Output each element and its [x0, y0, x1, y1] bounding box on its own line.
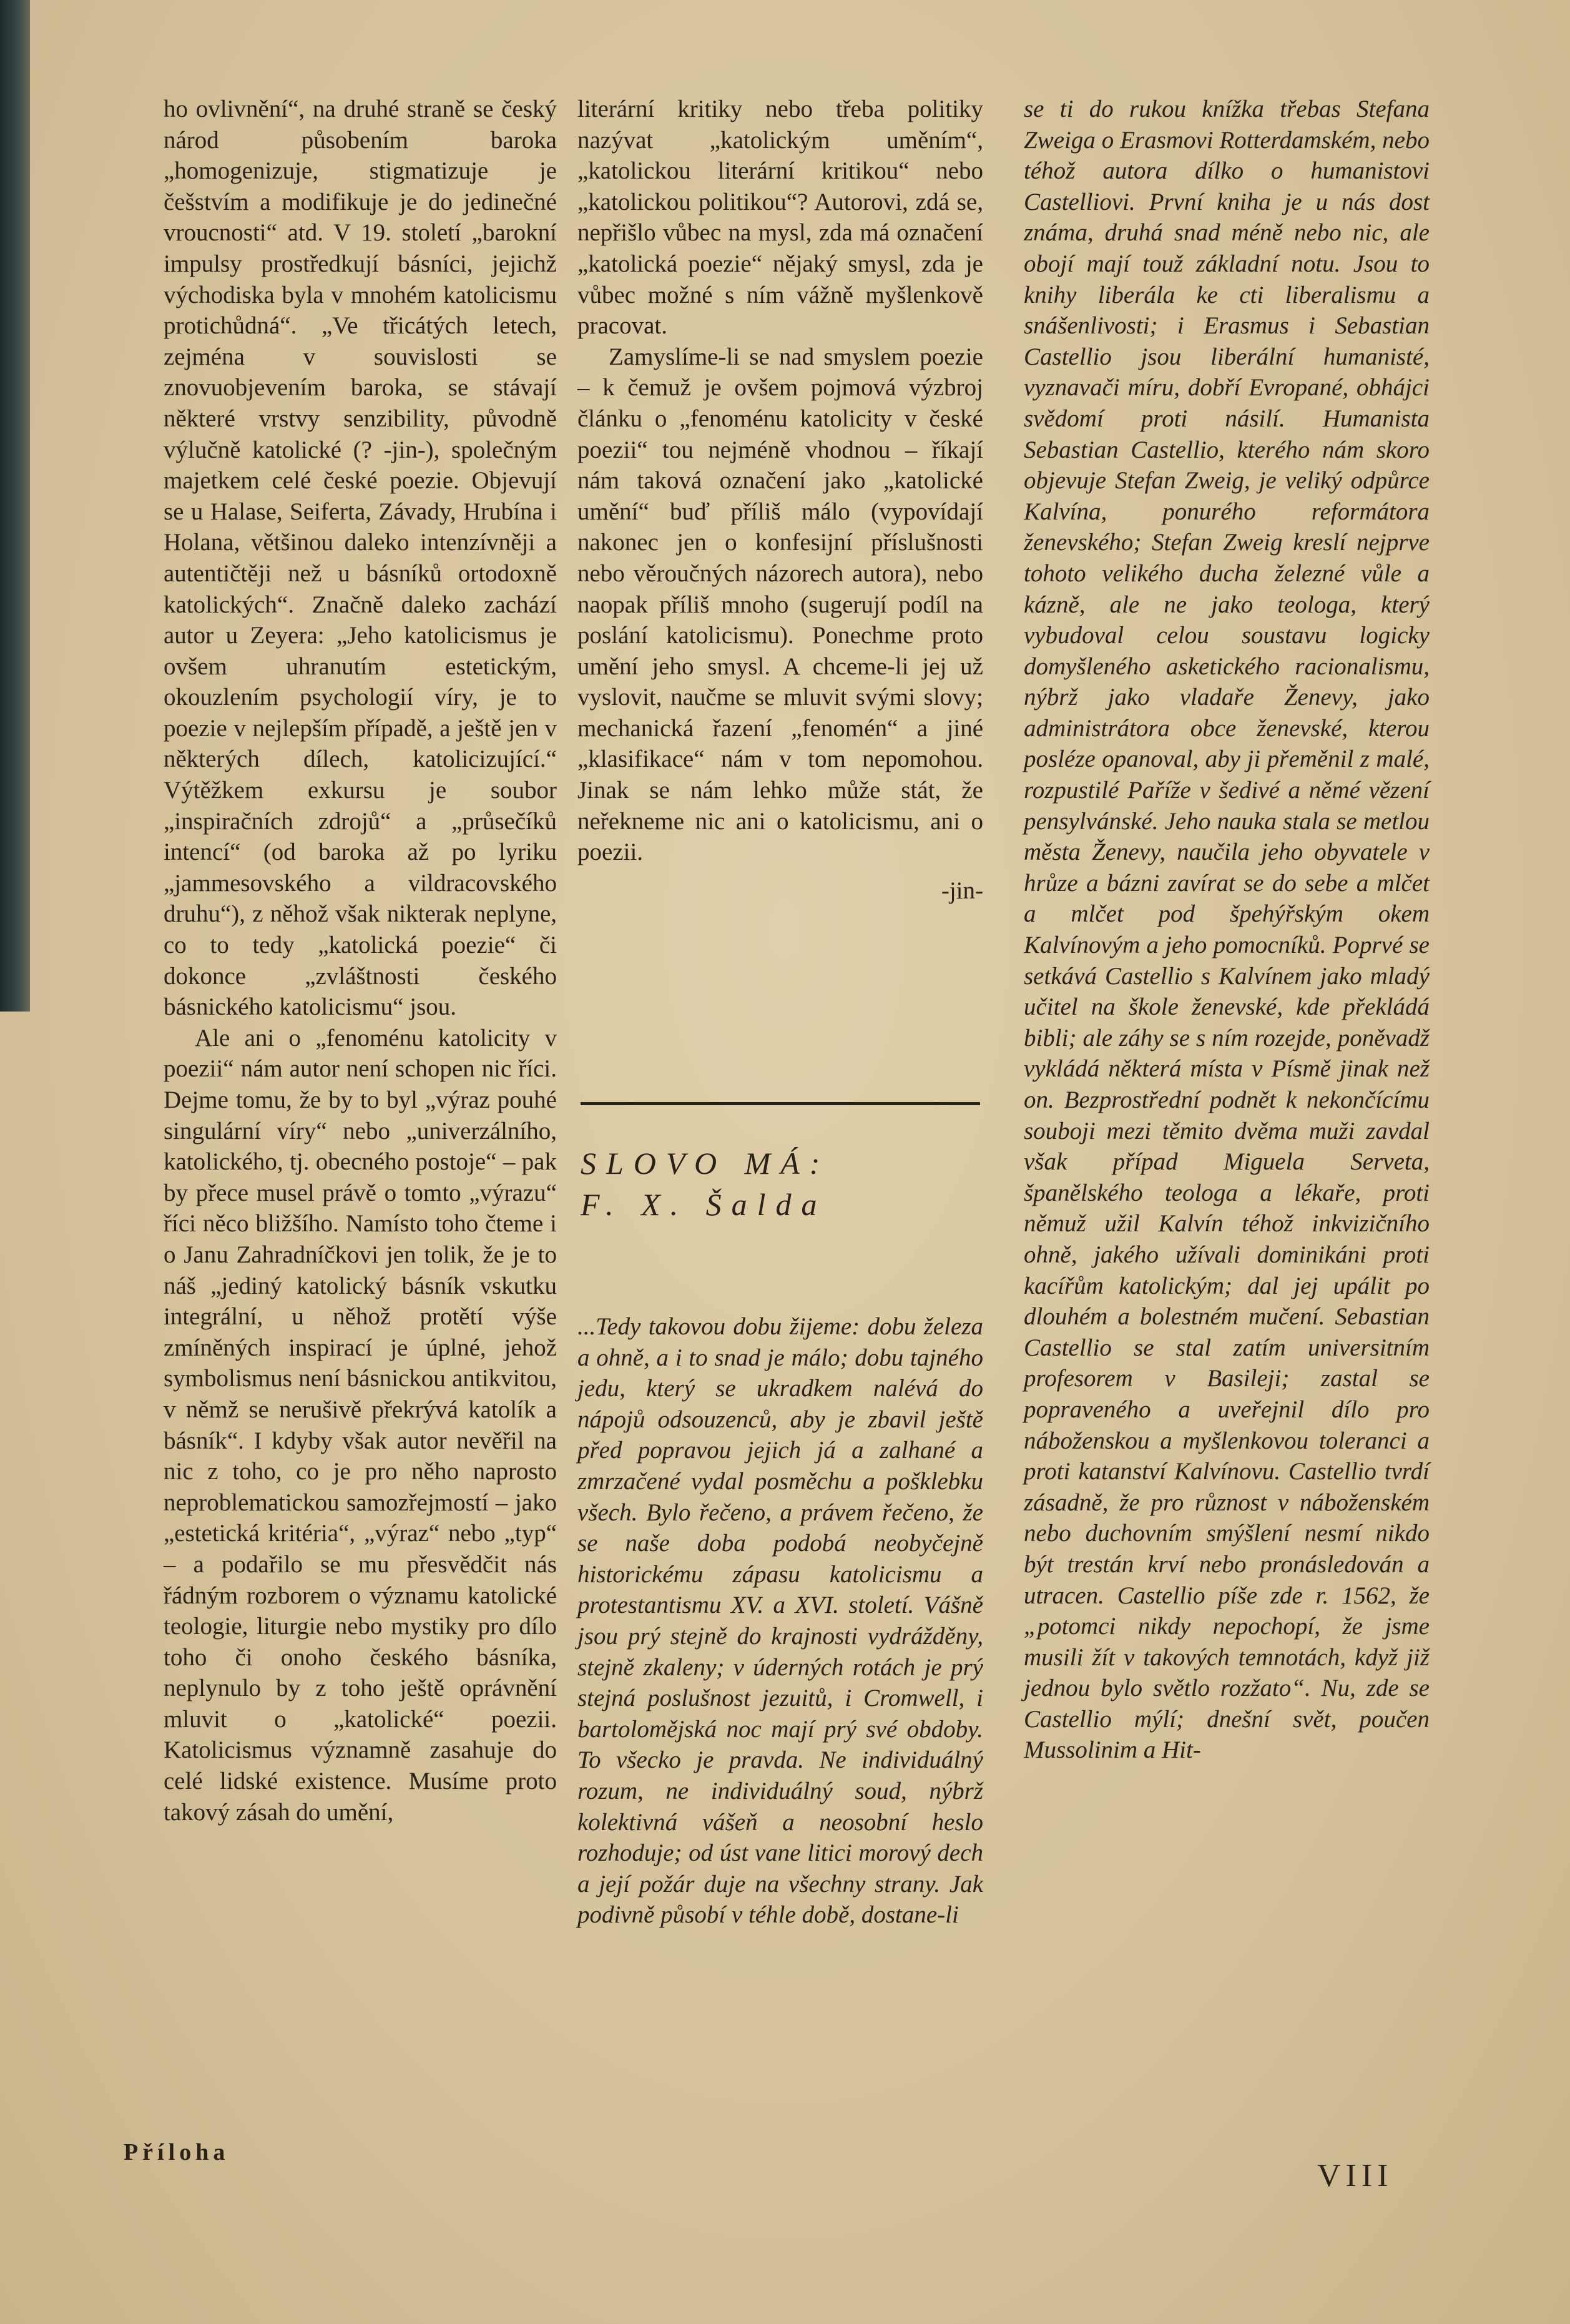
article-signature: -jin-: [941, 877, 983, 904]
heading-line-1: SLOVO MÁ:: [581, 1146, 830, 1181]
book-binding-edge: [0, 0, 30, 1012]
quote-paragraph: ...Tedy takovou dobu žijeme: dobu železa a ohně, a i to snad je málo; dobu tajného jedu, který se ukradkem nalévá do nápojů odsouzenců, aby je zbavil ještě před popravou jejich já a zalhané a zmrzačené vydal posměchu a pošklebku všech. Bylo řečeno, a právem řečeno, že se naše doba podobá neobyčejně historickému zápasu katolicismu a protestantismu XV. a XVI. století. Vášně jsou prý stejně do krajnosti vydrážděny, stejně zkaleny; v úderných rotách je prý stejná poslušnost jezuitů, i Cromwell, i bartolomějská noc mají prý své obdoby. To všecko je pravda. Ne individuálný rozum, ne individuálný soud, nýbrž kolektivná vášeň a neosobní heslo rozhoduje; od úst vane litici morový dech a její požár duje na všechny strany. Jak podivně působí v téhle době, dostane-li: [577, 1313, 983, 1929]
quote-column: [577, 1311, 983, 1931]
column-1-paragraph-2: Ale ani o „fenoménu katolicity v poezii“ nám autor není schopen nic říci. Dejme tomu, že by to byl „výraz pouhé singulární víry“ nebo „univerzálního, katolického, tj. obecného postoje“ – pak by přece musel právě o tomto „výrazu“ říci něco bližšího. Namísto toho čteme i o Janu Zahradníčkovi jen tolik, že je to náš „jediný katolický básník vskutku integrální, u něhož protětí výše zmíněných inspirací je úplné, jehož symbolismus není básnickou antikvitou, v němž se nerušivě překrývá katolík a básník“. I kdyby však autor nevěřil na nic z toho, co je pro něho naprosto neproblematickou samozřejmostí – jako „estetická kritéria“, „výraz“ nebo „typ“ – a podařilo se mu přesvědčit nás řádným rozborem o významu katolické teologie, liturgie nebo mystiky pro dílo toho či onoho českého básníka, neplynulo by z toho ještě oprávnění mluvit o „katolické“ poezii. Katolicismus významně zasahuje do celé lidské existence. Musíme proto takový zásah do umění,: [164, 1024, 557, 1826]
column-1: [164, 94, 557, 1828]
column-1-paragraph-1: ho ovlivnění“, na druhé straně se český národ působením baroka „homogenizuje, stigmatizuje je češstvím a modifikuje je do jedinečné vroucnosti“ atd. V 19. století „barokní impulsy prostředkují básníci, jejichž východiska byla v mnohém katolicismu protichůdná“. „Ve třicátých letech, zejména v souvislosti se znovuobjevením baroka, se stávají některé vrstvy senzibility, původně výlučně katolické (? -jin-), společným majetkem celé české poezie. Objevují se u Halase, Seiferta, Závady, Hrubína i Holana, většinou daleko intenzívněji a autentičtěji než u básníků ortodoxně katolických“. Značně daleko zachází autor u Zeyera: „Jeho katolicismus je ovšem uhranutím estetickým, okouzlením psychologií víry, je to poezie v nejlepším případě, a ještě jen v některých dílech, katolicizující.“ Výtěžkem exkursu je soubor „inspiračních zdrojů“ a „průsečíků intencí“ (od baroka až po lyriku „jammesovského a vildracovského druhu“), z něhož však nikterak neplyne, co to tedy „katolická poezie“ či dokonce „zvláštnosti českého básnického katolicismu“ jsou.: [164, 96, 557, 1021]
page-number: VIII: [1317, 2158, 1393, 2194]
column-3-paragraph-1: se ti do rukou knížka třebas Stefana Zweiga o Erasmovi Rotterdamském, nebo téhož autora dílko o humanistovi Castelliovi. První kniha je u nás dost známa, druhá snad méně nebo nic, ale obojí mají touž základní notu. Jsou to knihy liberála ke cti liberalismu a snášenlivosti; i Erasmus i Sebastian Castellio jsou liberální humanisté, vyznavači míru, dobří Evropané, obhájci svědomí proti násilí. Humanista Sebastian Castellio, kterého nám skoro objevuje Stefan Zweig, je veliký odpůrce Kalvína, ponurého reformátora ženevského; Stefan Zweig kreslí nejprve tohoto velikého ducha železné vůle a kázně, ale ne jako teologa, který vybudoval celou soustavu logicky domyšleného asketického racionalismu, nýbrž jako vladaře Ženevy, jako administrátora obce ženevské, kterou posléze opanoval, aby ji přeměnil z malé, rozpustilé Paříže v šedivé a němé vězení pensylvánské. Jeho nauka stala se metlou města Ženevy, naučila jeho obyvatele v hrůze a bázni zavírat se do sebe a mlčet a mlčet pod špehýřským okem Kalvínovým a jeho pomocníků. Poprvé se setkává Castellio s Kalvínem jako mladý učitel na škole ženevské, kde překládá bibli; ale záhy se s ním rozejde, poněvadž vykládá některá místa v Písmě jinak než on. Bezprostřední podnět k nekončícímu souboji mezi těmito dvěma muži zavdal však případ Miguela Serveta, španělského teologa a lékaře, proti němuž užil Kalvín téhož inkvizičního ohně, jakého užívali dominikáni proti kacířům katolickým; dal jej upálit po dlouhém a bolestném mučení. Sebastian Castellio se stal zatím universitním profesorem v Basileji; zastal se popraveného a uveřejnil dílo pro náboženskou a myšlenkovou toleranci a proti katanství Kalvínovu. Castellio tvrdí zásadně, že pro různost v náboženském nebo duchovním smýšlení nesmí nikdo být trestán krví nebo pronásledován a utracen. Castellio píše zde r. 1562, že „potomci nikdy nepochopí, že jsme musili žít v takových temnotách, když již jednou bylo světlo rozžato“. Nu, zde se Castellio mýlí; dnešní svět, poučen Mussolinim a Hit-: [1024, 96, 1430, 1764]
section-heading: [581, 1143, 830, 1225]
column-3: [1024, 94, 1430, 1766]
section-divider: [581, 1102, 980, 1105]
footer-label: Příloha: [124, 2139, 230, 2165]
column-2-paragraph-1: literární kritiky nebo třeba politiky nazývat „katolickým uměním“, „katolickou literární kritikou“ nebo „katolickou politikou“? Autorovi, zdá se, nepřišlo vůbec na mysl, zda má označení „katolická poezie“ nějaký smysl, zda je vůbec možné s ním vážně myšlenkově pracovat.: [577, 96, 983, 340]
heading-line-2: F. X. Šalda: [581, 1187, 827, 1222]
column-2: [577, 94, 983, 906]
column-2-paragraph-2: Zamyslíme-li se nad smyslem poezie – k čemuž je ovšem pojmová výzbroj článku o „fenoménu katolicity v české poezii“ tou nejméně vhodnou – říkají nám taková označení jako „katolické umění“ buď příliš málo (vypovídají nakonec jen o konfesijní příslušnosti nebo věroučných názorech autora), nebo naopak příliš mnoho (sugerují podíl na poslání katolicismu). Ponechme proto umění jeho smysl. A chceme-li jej už vyslovit, naučme se mluvit svými slovy; mechanická řazení „fenomén“ a jiné „klasifikace“ nám v tom nepomohou. Jinak se nám lehko může stát, že neřekneme nic ani o katolicismu, ani o poezii.: [577, 343, 983, 866]
